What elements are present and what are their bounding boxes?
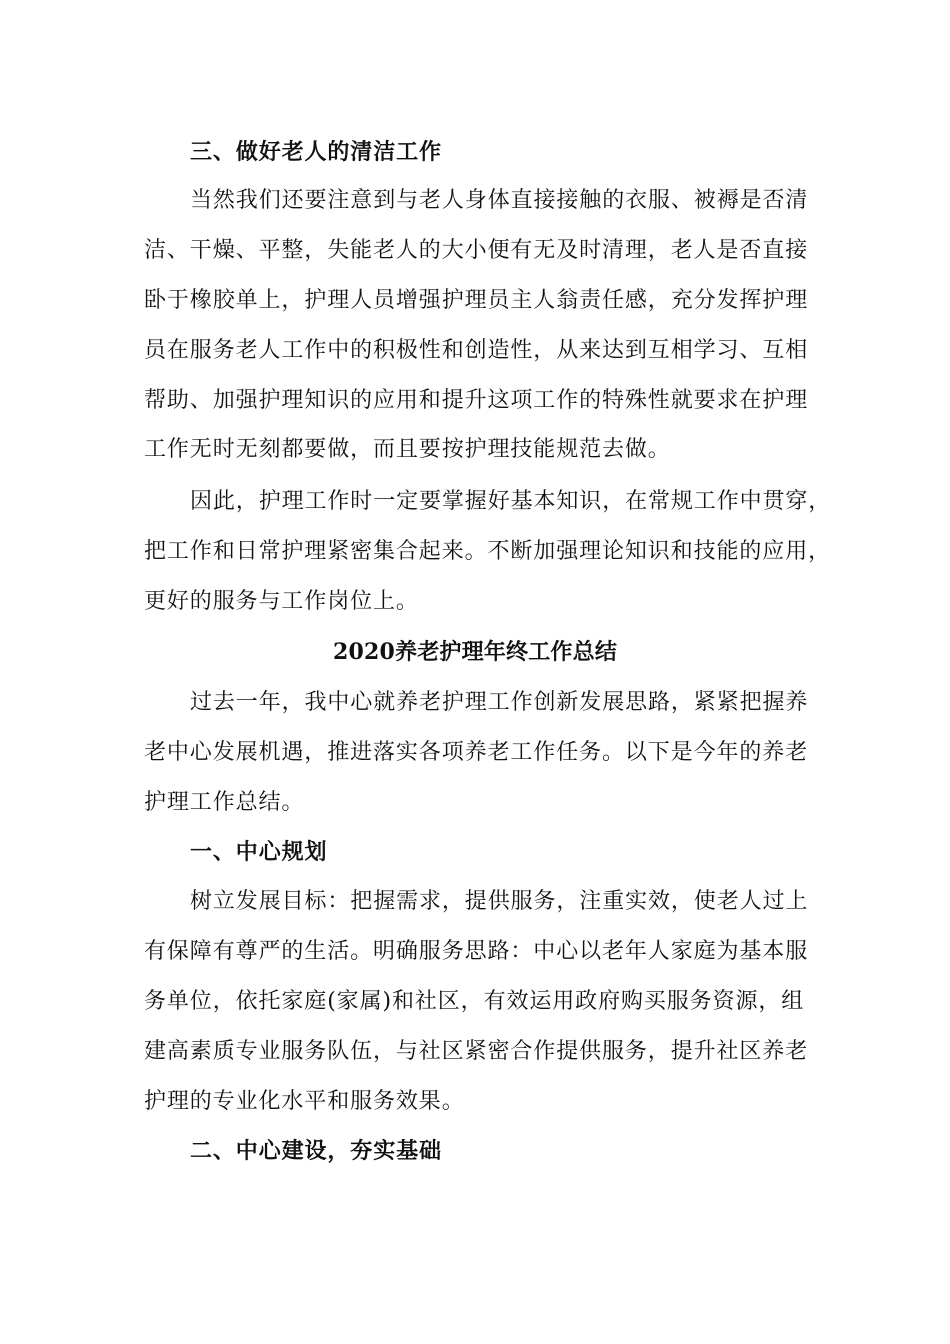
section-heading-cleaning: 三、做好老人的清洁工作 (190, 139, 442, 165)
paragraph-therefore-line-3: 更好的服务与工作岗位上。 (144, 589, 419, 614)
paragraph-planning-line-1: 树立发展目标：把握需求，提供服务，注重实效，使老人过上 (190, 889, 809, 914)
document-title: 2020养老护理年终工作总结 (332, 639, 618, 665)
section-heading-planning: 一、中心规划 (190, 839, 328, 865)
paragraph-intro-line-1: 过去一年，我中心就养老护理工作创新发展思路，紧紧把握养 (190, 690, 809, 715)
paragraph-intro-line-3: 护理工作总结。 (144, 790, 305, 815)
section-heading-construction: 二、中心建设，夯实基础 (190, 1138, 442, 1164)
paragraph-intro-line-2: 老中心发展机遇，推进落实各项养老工作任务。以下是今年的养老 (144, 740, 809, 765)
paragraph-cleaning-line-2: 洁、干燥、平整，失能老人的大小便有无及时清理，老人是否直接 (144, 238, 809, 263)
paragraph-planning-line-5: 护理的专业化水平和服务效果。 (144, 1089, 465, 1114)
paragraph-planning-line-2: 有保障有尊严的生活。明确服务思路：中心以老年人家庭为基本服 (144, 939, 809, 964)
paragraph-therefore-line-2: 把工作和日常护理紧密集合起来。不断加强理论知识和技能的应用， (144, 539, 832, 564)
paragraph-planning-line-4: 建高素质专业服务队伍，与社区紧密合作提供服务，提升社区养老 (144, 1039, 809, 1064)
paragraph-planning-line-3: 务单位，依托家庭(家属)和社区，有效运用政府购买服务资源，组 (144, 989, 805, 1014)
paragraph-cleaning-line-5: 帮助、加强护理知识的应用和提升这项工作的特殊性就要求在护理 (144, 388, 809, 413)
paragraph-cleaning-line-1: 当然我们还要注意到与老人身体直接接触的衣服、被褥是否清 (190, 188, 809, 213)
paragraph-cleaning-line-4: 员在服务老人工作中的积极性和创造性，从来达到互相学习、互相 (144, 338, 809, 363)
paragraph-cleaning-line-6: 工作无时无刻都要做，而且要按护理技能规范去做。 (144, 437, 671, 462)
paragraph-cleaning-line-3: 卧于橡胶单上，护理人员增强护理员主人翁责任感，充分发挥护理 (144, 288, 809, 313)
paragraph-therefore-line-1: 因此，护理工作时一定要掌握好基本知识，在常规工作中贯穿， (190, 489, 832, 514)
